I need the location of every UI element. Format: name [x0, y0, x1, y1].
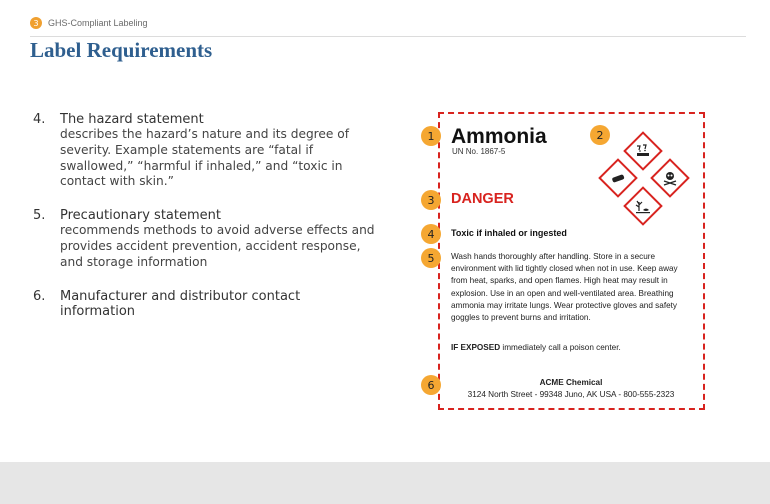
company-address: 3124 North Street - 99348 Juno, AK USA - 800-555-2323 [467, 390, 675, 399]
footer-bar [0, 462, 770, 504]
header-divider [30, 36, 746, 37]
list-item [33, 208, 378, 270]
precautionary-statement: Wash hands thoroughly after handling. Store in a secure environment with lid tightly closed when not in use. Keep away from heat, sparks, and open flames. High heat may result in explosion. Use in an open and well-ventilated area. Breathing ammonia may irritate lungs. Wear protective gloves and safety goggles to prevent burns and irritation. [451, 252, 678, 323]
breadcrumb [30, 15, 148, 31]
item-description: recommends methods to avoid adverse effects and provides accident prevention, accident response, and storage information [60, 223, 375, 269]
exposure-statement [451, 343, 621, 352]
signal-word: DANGER [451, 191, 514, 207]
exposure-text: immediately call a poison center. [500, 343, 621, 352]
label-badge-2: 2 [590, 125, 610, 145]
list-item [33, 289, 378, 319]
exposure-heading: IF EXPOSED [451, 343, 501, 352]
item-heading: Manufacturer and distributor contact information [60, 288, 301, 319]
company-name: ACME Chemical [539, 378, 603, 387]
page-title: Label Requirements [30, 38, 213, 62]
item-description: describes the hazard’s nature and its degree of severity. Example statements are “fatal if swallowed,” “harmful if inhaled,” and “toxic in contact with skin.” [60, 127, 350, 189]
item-number: 4. [33, 112, 46, 127]
label-badge-3: 3 [421, 190, 441, 210]
supplier-info [440, 377, 702, 401]
label-badge-5: 5 [421, 248, 441, 268]
section-number-badge: 3 [30, 17, 42, 29]
label-badge-6: 6 [421, 375, 441, 395]
item-heading: Precautionary statement [60, 208, 221, 224]
item-number: 5. [33, 208, 46, 224]
hazard-statement: Toxic if inhaled or ingested [451, 228, 567, 238]
breadcrumb-text: GHS-Compliant Labeling [48, 18, 148, 28]
product-name: Ammonia [451, 125, 547, 148]
un-number: UN No. 1867-5 [452, 147, 506, 156]
item-heading: The hazard statement [60, 112, 204, 127]
label-badge-1: 1 [421, 126, 441, 146]
requirements-list [33, 112, 378, 337]
item-number: 6. [33, 288, 46, 304]
list-item [33, 112, 378, 190]
label-badge-4: 4 [421, 224, 441, 244]
